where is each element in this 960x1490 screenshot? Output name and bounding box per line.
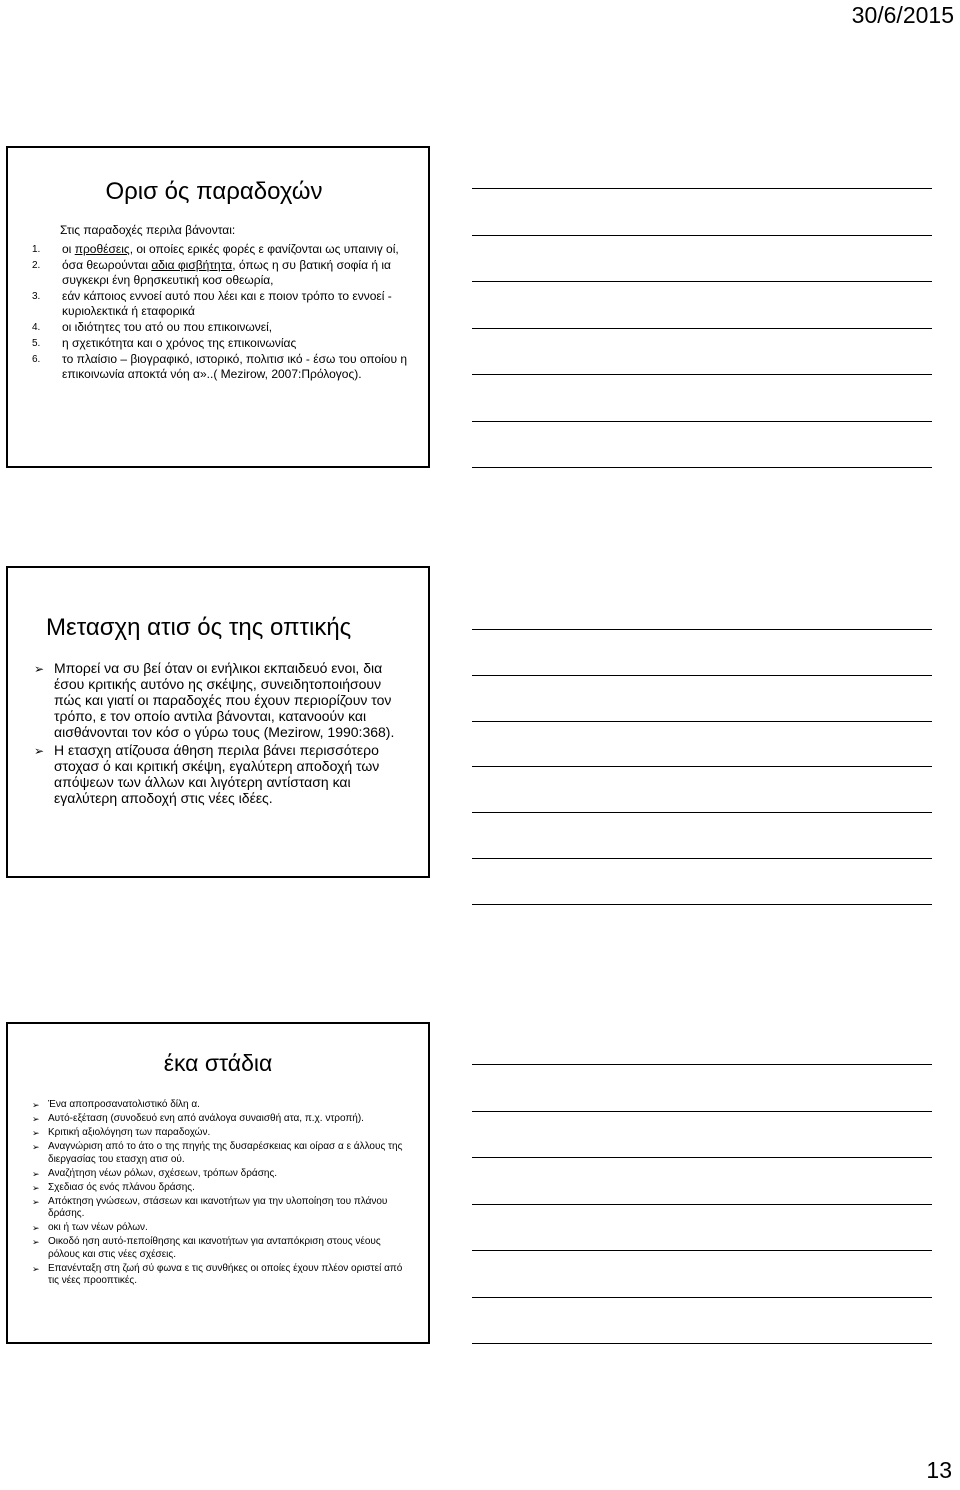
arrow-bullet-icon: ➢ — [32, 1223, 40, 1233]
note-line — [472, 188, 932, 189]
slide-1-list — [26, 242, 416, 383]
note-line — [472, 421, 932, 422]
list-item: ➢ Αναγνώριση από το άτο ο της πηγής της δυσαρέσκειας και οίρασ α ε άλλους της διεργασίας του ετασχη ατισ ού. — [32, 1141, 403, 1165]
slide-2-list — [34, 660, 404, 808]
item-number: 1. — [32, 244, 41, 255]
list-item: ➢ Απόκτηση γνώσεων, στάσεων και ικανοτήτων για την υλοποίηση του πλάνου δράσης. — [32, 1195, 388, 1219]
arrow-bullet-icon: ➢ — [32, 1142, 40, 1152]
note-line — [472, 1111, 932, 1112]
arrow-bullet-icon: ➢ — [32, 1263, 40, 1274]
note-line — [472, 812, 932, 813]
slide-2-title: Μετασχη ατισ ός της οπτικής — [46, 614, 352, 641]
header-date: 30/6/2015 — [851, 2, 954, 28]
arrow-bullet-icon: ➢ — [32, 1196, 40, 1207]
note-line — [472, 1064, 932, 1065]
list-item: ➢ Επανένταξη στη ζωή σύ φωνα ε τις συνθήκες οι οποίες έχουν πλέον οριστεί από τις νέες προοπτικές. — [32, 1262, 403, 1286]
note-line — [472, 1250, 932, 1251]
list-item: 2. όσα θεωρούνται αδια φισβήτητα, όπως η συ βατική σοφία ή ια συγκεκρι ένη θρησκευτική κοσ οθεωρία, — [32, 258, 391, 287]
item-number: 6. — [32, 354, 41, 365]
arrow-bullet-icon: ➢ — [32, 1114, 40, 1124]
list-item: ➢ Η ετασχη ατίζουσα άθηση περιλα βάνει περισσότερο στοχασ ό και κριτική σκέψη, εγαλύτερη αποδοχή των απόψεων των άλλων και λιγότερη αντίσταση και εγαλύτερη αποδοχή στις νέες ιδέες. — [34, 742, 380, 806]
list-item: ➢ Κριτική αξιολόγηση των παραδοχών. — [32, 1127, 211, 1138]
item-number: 4. — [32, 322, 41, 333]
arrow-bullet-icon: ➢ — [32, 1182, 40, 1193]
note-line — [472, 904, 932, 905]
item-number: 3. — [32, 291, 41, 302]
list-item: ➢ οκι ή των νέων ρόλων. — [32, 1222, 148, 1233]
slide-1-intro: Στις παραδοχές περιλα βάνονται: — [60, 223, 236, 237]
list-item: ➢ Αυτό-εξέταση (συνοδευό ενη από ανάλογα συναισθή ατα, π.χ. ντροπή). — [32, 1113, 364, 1124]
slide-3 — [6, 1022, 430, 1344]
slide-2 — [6, 566, 430, 878]
list-item: 3. εάν κάποιος εννοεί αυτό που λέει και ε ποιον τρόπο το εννοεί - κυριολεκτικά ή εταφορικά — [32, 289, 392, 318]
arrow-bullet-icon: ➢ — [32, 1168, 40, 1179]
note-line — [472, 1343, 932, 1344]
item-number: 5. — [32, 338, 41, 349]
arrow-bullet-icon: ➢ — [34, 744, 45, 758]
note-line — [472, 675, 932, 676]
note-line — [472, 281, 932, 282]
note-line — [472, 328, 932, 329]
note-line — [472, 766, 932, 767]
arrow-bullet-icon: ➢ — [32, 1128, 40, 1138]
note-line — [472, 467, 932, 468]
arrow-bullet-icon: ➢ — [34, 662, 45, 676]
slide-1 — [6, 146, 430, 468]
note-line — [472, 1297, 932, 1298]
list-item: ➢ Σχεδιασ ός ενός πλάνου δράσης. — [32, 1181, 195, 1193]
list-item: 5. η σχετικότητα και ο χρόνος της επικοινωνίας — [32, 336, 297, 350]
list-item: ➢ Οικοδό ηση αυτό-πεποίθησης και ικανοτήτων για ανταπόκριση στους νέους ρόλους και στις νέες σχέσεις. — [32, 1236, 381, 1260]
list-item: 6. το πλαίσιο – βιογραφικό, ιστορικό, πολιτισ ικό - έσω του οποίου η επικοινωνία αποκτά νόη α»..( Mezirow, 2007:Πρόλογος). — [32, 352, 408, 381]
note-line — [472, 235, 932, 236]
slide-1-title: Ορισ ός παραδοχών — [105, 178, 323, 205]
list-item: ➢ Αναζήτηση νέων ρόλων, σχέσεων, τρόπων δράσης. — [32, 1167, 278, 1179]
slide-3-title: έκα στάδια — [163, 1050, 273, 1076]
note-line — [472, 1157, 932, 1158]
note-line — [472, 858, 932, 859]
note-line — [472, 721, 932, 722]
item-number: 2. — [32, 260, 41, 271]
note-line — [472, 1204, 932, 1205]
arrow-bullet-icon: ➢ — [32, 1100, 40, 1110]
page-number: 13 — [926, 1457, 952, 1483]
slide-3-list — [32, 1099, 412, 1289]
note-line — [472, 629, 932, 630]
list-item: 1. οι προθέσεις, οι οποίες ερικές φορές ε φανίζονται ως υπαινιγ οί, — [32, 242, 399, 256]
list-item: ➢ Ένα αποπροσανατολιστικό δίλη α. — [32, 1099, 200, 1110]
underlined-term: αδια φισβήτητα — [151, 258, 233, 272]
list-item: ➢ Μπορεί να συ βεί όταν οι ενήλικοι εκπαιδευό ενοι, δια έσου κριτικής αυτόνο ης σκέψης, συνειδητοποιήσουν πώς και γιατί οι παραδοχές που έχουν περιορίζουν τον τρόπο, ε τον οποίο αντιλα βάνονται, κατανοούν και αισθάνονται τον κόσ ο γύρω τους (Mezirow, 1990:368). — [34, 660, 395, 740]
arrow-bullet-icon: ➢ — [32, 1237, 40, 1247]
note-line — [472, 374, 932, 375]
underlined-term: προθέσεις — [74, 242, 130, 256]
list-item: 4. οι ιδιότητες του ατό ου που επικοινωνεί, — [32, 320, 273, 334]
